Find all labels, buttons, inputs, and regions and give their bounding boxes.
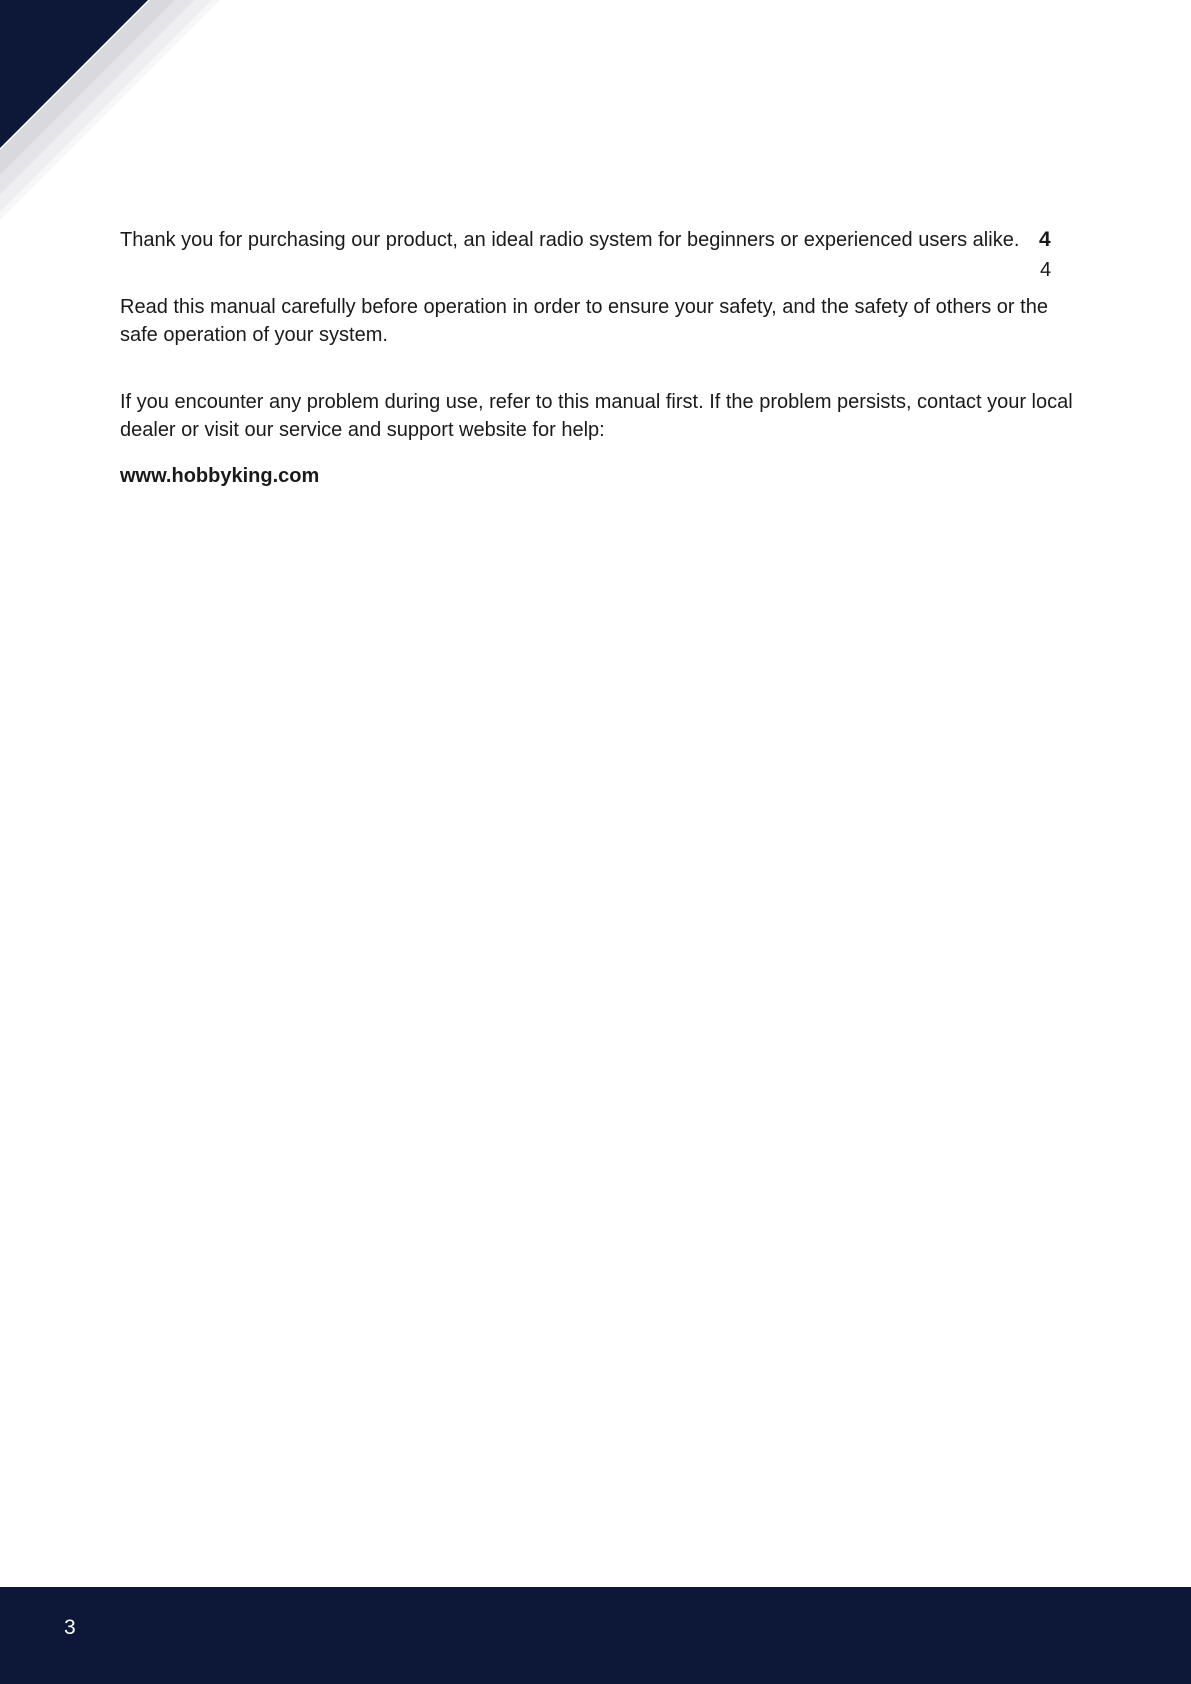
page-number: 3 [64,1616,76,1639]
website-link[interactable]: www.hobbyking.com [120,465,320,487]
read-manual-paragraph: Read this manual carefully before operation in order to ensure your safety, and the safety of others or the safe operation of your system. [120,296,1048,346]
corner-decoration [0,0,220,220]
problem-paragraph: If you encounter any problem during use, refer to this manual first. If the problem persists, contact your local dealer or visit our service and support website for help: [120,391,1073,441]
page-marker: 4 [1040,259,1052,281]
intro-paragraph: Thank you for purchasing our product, an ideal radio system for beginners or experienced users alike. [120,229,1020,251]
footer-bar [0,1587,1191,1684]
page-marker-bold: 4 [1039,228,1051,251]
